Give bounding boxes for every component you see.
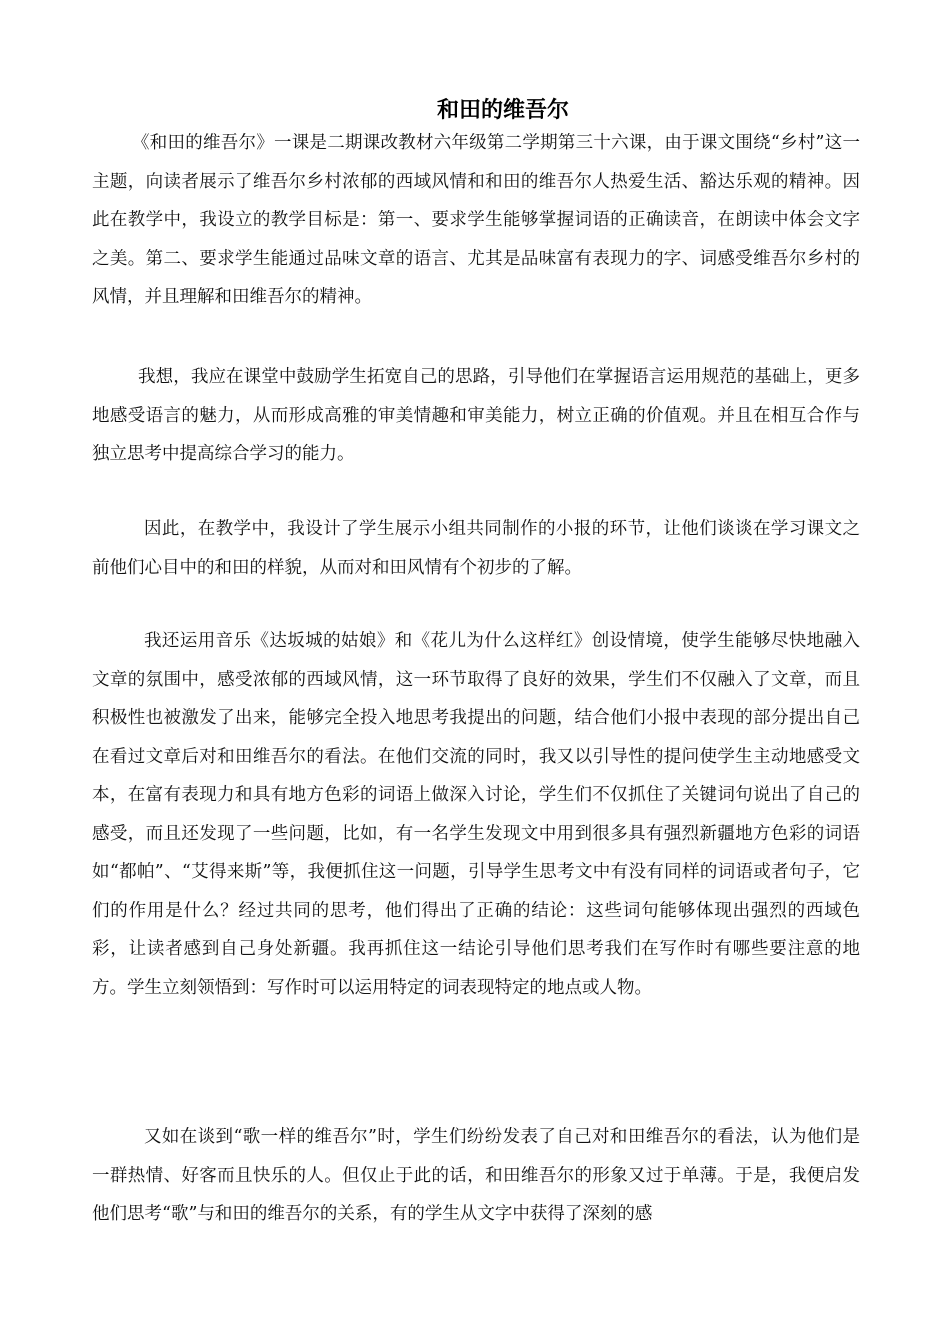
paragraph-4: 我还运用音乐《达坂城的姑娘》和《花儿为什么这样红》创设情境，使学生能够尽快地融入文章的氛围中，感受浓郁的西域风情，这一环节取得了良好的效果，学生们不仅融入了文章，而且积极性也被激发了出来，能够完全投入地思考我提出的问题，结合他们小报中表现的部分提出自己在看过文章后对和田维吾尔的看法。在他们交流的同时，我又以引导性的提问使学生主动地感受文本，在富有表现力和具有地方色彩的词语上做深入讨论，学生们不仅抓住了关键词句说出了自己的感受，而且还发现了一些问题，比如，有一名学生发现文中用到很多具有强烈新疆地方色彩的词语如“都帕”、“艾得来斯”等，我便抓住这一问题，引导学生思考文中有没有同样的词语或者句子，它们的作用是什么？经过共同的思考，他们得出了正确的结论：这些词句能够体现出强烈的西域色彩，让读者感到自己身处新疆。我再抓住这一结论引导他们思考我们在写作时有哪些要注意的地方。学生立刻领悟到：写作时可以运用特定的词表现特定的地点或人物。: [92, 631, 860, 998]
paragraph-3: 因此，在教学中，我设计了学生展示小组共同制作的小报的环节，让他们谈谈在学习课文之前他们心目中的和田的样貌，从而对和田风情有个初步的了解。: [92, 519, 860, 578]
document-title: 和田的维吾尔: [436, 98, 569, 123]
paragraph-5: 又如在谈到“歌一样的维吾尔”时，学生们纷纷发表了自己对和田维吾尔的看法，认为他们是一群热情、好客而且快乐的人。但仅止于此的话，和田维吾尔的形象又过于单薄。于是，我便启发他们思考“歌”与和田的维吾尔的关系，有的学生从文字中获得了深刻的感: [92, 1127, 860, 1224]
paragraph-1: 《和田的维吾尔》一课是二期课改教材六年级第二学期第三十六课，由于课文围绕“乡村”这一主题，向读者展示了维吾尔乡村浓郁的西域风情和和田的维吾尔人热爱生活、豁达乐观的精神。因此在教学中，我设立的教学目标是：第一、要求学生能够掌握词语的正确读音，在朗读中体会文字之美。第二、要求学生能通过品味文章的语言、尤其是品味富有表现力的字、词感受维吾尔乡村的风情，并且理解和田维吾尔的精神。: [92, 133, 860, 307]
paragraph-2: 我想，我应在课堂中鼓励学生拓宽自己的思路，引导他们在掌握语言运用规范的基础上，更多地感受语言的魅力，从而形成高雅的审美情趣和审美能力，树立正确的价值观。并且在相互合作与独立思考中提高综合学习的能力。: [92, 367, 860, 464]
